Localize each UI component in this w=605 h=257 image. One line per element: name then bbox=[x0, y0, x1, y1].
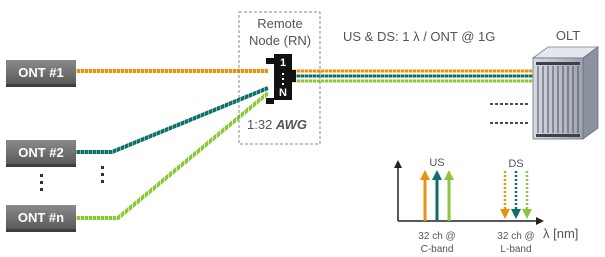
l-band-line1: 32 ch @ bbox=[497, 231, 535, 242]
rn-title-line1: Remote bbox=[257, 16, 303, 31]
ds-arrow-green bbox=[522, 171, 532, 219]
awg-ratio-text: 1:32 bbox=[247, 117, 276, 132]
header-text-left: US & DS: 1 bbox=[343, 29, 414, 44]
spectrum-axis-label: λ [nm] bbox=[543, 226, 579, 241]
spectrum-ds-label: DS bbox=[508, 158, 524, 170]
header-text-right: / ONT @ 1G bbox=[419, 29, 496, 44]
awg-port-n: N bbox=[279, 87, 287, 99]
y-axis-arrowhead bbox=[394, 160, 402, 168]
us-arrow-orange bbox=[420, 170, 430, 221]
awg-port-1: 1 bbox=[279, 57, 287, 69]
ont-n-label: ONT #n bbox=[17, 210, 65, 225]
l-band-line2: L-band bbox=[500, 244, 532, 255]
ont-n-box bbox=[6, 205, 76, 232]
rn-title-line2: Node (RN) bbox=[248, 33, 312, 48]
spectrum-inset bbox=[394, 157, 578, 255]
olt-extra-ports bbox=[490, 104, 528, 123]
ont-2-box bbox=[6, 140, 76, 167]
spectrum-us-label: US bbox=[429, 157, 445, 169]
us-arrow-green bbox=[444, 170, 454, 221]
ont-1-box bbox=[6, 60, 76, 87]
olt-chassis bbox=[533, 47, 598, 139]
x-axis-arrowhead bbox=[536, 217, 544, 225]
us-arrow-teal bbox=[432, 170, 442, 221]
fiber-ellipsis-dots bbox=[101, 166, 104, 183]
header-caption bbox=[343, 29, 495, 44]
c-band-line1: 32 ch @ bbox=[418, 231, 456, 242]
c-band-line2: C-band bbox=[420, 244, 454, 255]
olt-label: OLT bbox=[555, 28, 581, 43]
header-lambda: λ bbox=[413, 29, 420, 44]
awg-device bbox=[266, 54, 296, 104]
awg-ratio-label bbox=[247, 117, 307, 132]
ds-arrow-teal bbox=[511, 171, 521, 219]
ont-2-label: ONT #2 bbox=[18, 145, 64, 160]
ont-1-label: ONT #1 bbox=[18, 65, 64, 80]
awg-name-text: AWG bbox=[275, 117, 307, 132]
ds-arrow-orange bbox=[500, 171, 510, 219]
ont-ellipsis-dots bbox=[40, 174, 43, 191]
